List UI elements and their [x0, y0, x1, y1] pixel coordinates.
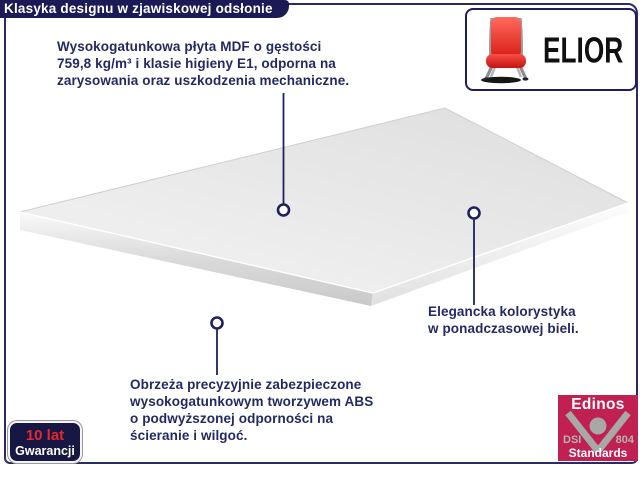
title-banner [0, 0, 289, 18]
red-chair-icon [477, 14, 535, 86]
warranty-value: 10 lat [25, 426, 65, 444]
callout-marker-edges [212, 318, 223, 329]
brand-logo-box [465, 8, 637, 91]
warranty-badge [8, 421, 82, 463]
callout-color-text: Elegancka kolorystyka w ponadczasowej bieli. [428, 304, 579, 336]
certificate-brand: Edinos [571, 396, 625, 413]
callout-mdf-text: Wysokogatunkowa płyta MDF o gęstości 759,8 kg/m³ i klasie higieny E1, odporna na zarysowania oraz uszkodzenia mechaniczne. [57, 39, 350, 88]
brand-name: ELIOR [543, 29, 624, 71]
callout-marker-color [469, 208, 480, 219]
certificate-badge [558, 395, 638, 461]
banner-title: Klasyka designu w zjawiskowej odsłonie [4, 1, 273, 16]
warranty-label: Gwarancji [15, 443, 75, 458]
certificate-right-code: 804 [615, 434, 634, 446]
callout-marker-mdf [278, 205, 289, 216]
board-top-surface [20, 108, 628, 293]
certificate-bottom-label: Standards [568, 446, 628, 460]
callout-edges-text: Obrzeża precyzyjnie zabezpieczone wysokogatunkowym tworzywem ABS o podwyższonej odporności na ścieranie i wilgoć. [130, 377, 374, 443]
certificate-left-code: DSI [563, 434, 582, 446]
